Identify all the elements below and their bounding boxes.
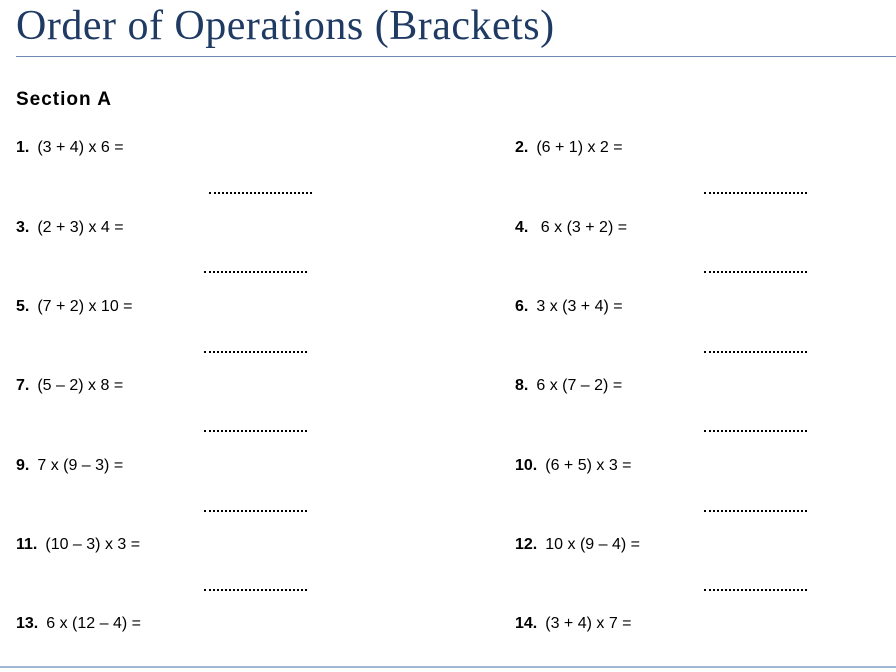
question-8 [515, 376, 622, 396]
worksheet-title: Order of Operations (Brackets) [16, 3, 555, 49]
question-number: 14. [515, 615, 538, 632]
question-number: 8. [515, 377, 529, 394]
answer-line-9[interactable] [204, 510, 307, 512]
question-expression: (3 + 4) x 7 = [545, 615, 632, 632]
question-expression: (7 + 2) x 10 = [37, 298, 133, 315]
answer-line-6[interactable] [704, 351, 807, 353]
question-5 [16, 297, 133, 317]
question-expression: (3 + 4) x 6 = [37, 139, 124, 156]
question-10 [515, 456, 632, 476]
question-expression: (10 – 3) x 3 = [45, 536, 141, 553]
answer-line-5[interactable] [204, 351, 307, 353]
question-number: 12. [515, 536, 538, 553]
question-number: 11. [16, 536, 38, 553]
question-expression: 7 x (9 – 3) = [37, 457, 124, 474]
question-14 [515, 614, 632, 634]
question-expression: 10 x (9 – 4) = [545, 536, 640, 553]
question-9 [16, 456, 123, 476]
question-expression: 6 x (12 – 4) = [46, 615, 141, 632]
question-expression: 6 x (3 + 2) = [536, 219, 628, 236]
question-3 [16, 218, 124, 238]
page-bottom-border [0, 666, 896, 668]
question-expression: 3 x (3 + 4) = [536, 298, 623, 315]
question-12 [515, 535, 640, 555]
question-number: 6. [515, 298, 529, 315]
answer-line-11[interactable] [204, 589, 307, 591]
answer-line-10[interactable] [704, 510, 807, 512]
question-1 [16, 138, 124, 158]
question-4 [515, 218, 627, 238]
question-6 [515, 297, 623, 317]
answer-line-2[interactable] [704, 192, 807, 194]
question-2 [515, 138, 623, 158]
question-number: 2. [515, 139, 529, 156]
answer-line-12[interactable] [704, 589, 807, 591]
question-number: 3. [16, 219, 30, 236]
question-expression: (2 + 3) x 4 = [37, 219, 124, 236]
question-number: 13. [16, 615, 39, 632]
answer-line-7[interactable] [204, 430, 307, 432]
question-13 [16, 614, 141, 634]
question-number: 7. [16, 377, 30, 394]
question-7 [16, 376, 123, 396]
question-number: 4. [515, 219, 529, 236]
question-number: 9. [16, 457, 30, 474]
answer-line-4[interactable] [704, 271, 807, 273]
answer-line-3[interactable] [204, 271, 307, 273]
question-expression: (5 – 2) x 8 = [37, 377, 124, 394]
question-expression: (6 + 1) x 2 = [536, 139, 623, 156]
answer-line-8[interactable] [704, 430, 807, 432]
section-heading: Section A [16, 89, 112, 110]
question-number: 5. [16, 298, 30, 315]
question-expression: 6 x (7 – 2) = [536, 377, 623, 394]
question-number: 1. [16, 139, 30, 156]
question-11 [16, 535, 140, 555]
title-underline [16, 56, 896, 57]
question-number: 10. [515, 457, 538, 474]
answer-line-1[interactable] [209, 192, 312, 194]
question-expression: (6 + 5) x 3 = [545, 457, 632, 474]
